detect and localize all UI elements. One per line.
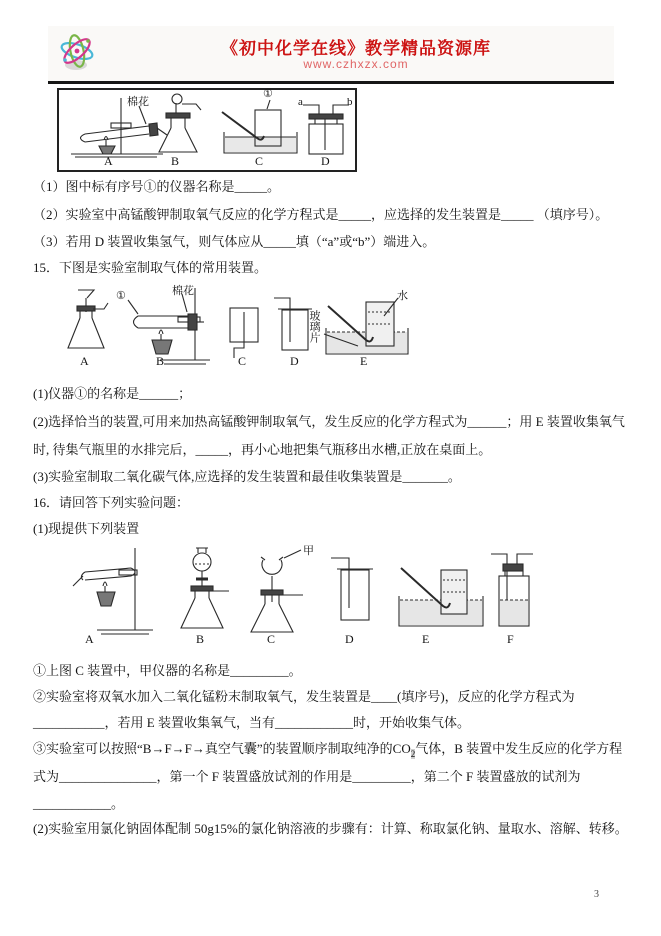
fig1-apparatus-D [303,105,349,154]
fig2-label-C: C [238,354,247,368]
q16-part1-text: ①上图 C 装置中，甲仪器的名称是_________。 [33,663,302,678]
fig1-apparatus-C [222,100,297,153]
fig1-apparatus-B [159,94,201,152]
question16-apparatus-drawing [55,540,535,648]
co2-subscript: 2 [410,748,416,759]
q16-part3-line3-text: ____________。 [33,796,125,811]
site-header-banner [48,26,614,84]
fig2-apparatus-E [324,298,408,354]
site-title: 《初中化学在线》教学精品资源库 [221,39,491,58]
fig2-circled1-label: ① [116,290,126,302]
q15-part3-text: (3)实验室制取二氧化碳气体,应选择的发生装置和最佳收集装置是_______。 [33,469,461,484]
fig3-label-A: A [85,632,94,646]
fig3-apparatus-E [399,568,483,626]
question14-apparatus-figure [57,88,357,172]
q16-part3-line2-text: 式为_______________，第一个 F 装置盛放试剂的作用是_________，第二个 F 装置盛放的试剂为 [33,769,581,784]
fig1-apparatus-A [71,98,167,157]
q16-title-text: 16．请回答下列实验问题： [33,495,190,510]
q16-part4-text: (2)实验室用氯化钠固体配制 50g15%的氯化钠溶液的步骤有：计算、称取氯化钠、量取水、溶解、转移。 [33,821,628,836]
q16-part2-line1-text: ②实验室将双氧水加入二氧化锰粉末制取氧气，发生装置是____(填序号)，反应的化学方程式为 [33,689,575,704]
fig2-glass-slide-label: 玻璃片 [308,310,320,343]
page-number: 3 [594,889,599,900]
fig2-cotton-label: 棉花 [172,285,194,297]
q15-title-text: 15．下图是实验室制取气体的常用装置。 [33,260,268,275]
q16-part2-line2-text: ___________，若用 E 装置收集氧气，当有____________时，开始收集气体。 [33,715,470,730]
fig3-label-D: D [345,632,354,646]
question15-apparatus-figure [60,282,415,374]
fig1-label-C: C [255,154,264,168]
q16-part3-line1-pre: ③实验室可以按照“B→F→F→真空气囊”的装置顺序制取纯净的CO [33,741,411,756]
fig1-port-a-label: a [298,96,303,108]
q15-part2-line2-text: 时, 待集气瓶里的水排完后，_____，再小心地把集气瓶移出水槽,正放在桌面上。 [33,442,492,457]
fig2-water-label: 水 [397,290,408,302]
fig1-cotton-label: 棉花 [127,96,149,108]
fig3-apparatus-F [491,554,533,626]
q16-part3-line1-text [33,738,622,759]
fig3-label-E: E [422,632,430,646]
fig2-apparatus-C [230,308,258,358]
fig3-jia-label: 甲 [303,545,314,557]
atom-molecule-logo [56,29,98,77]
fig1-port-b-label: b [347,96,353,108]
fig2-label-B: B [156,354,165,368]
site-url: www.czhxzx.com [303,57,409,71]
fig3-label-C: C [267,632,276,646]
q14-part2-text: （2）实验室中高锰酸钾制取氧气反应的化学方程式是_____，应选择的发生装置是_____ （填序号）。 [33,207,609,222]
fig2-apparatus-D [274,298,312,350]
question16-apparatus-figure [55,540,535,648]
fig3-apparatus-D [331,558,373,620]
q16-part3-line1-post: 气体，B 装置中发生反应的化学方程 [415,741,623,756]
q14-part1-text: （1）图中标有序号①的仪器名称是_____。 [33,179,281,194]
q14-part3-text: （3）若用 D 装置收集氢气，则气体应从_____填（“a”或“b”）端进入。 [33,234,436,249]
fig3-label-F: F [507,632,514,646]
fig2-label-A: A [80,354,89,368]
fig2-label-E: E [360,354,368,368]
q15-part1-text: (1)仪器①的名称是______； [33,386,192,401]
fig1-label-D: D [321,154,330,168]
fig3-apparatus-C [251,550,303,632]
q16-intro-text: (1)现提供下列装置 [33,521,140,536]
fig2-apparatus-B [128,288,210,364]
fig1-label-A: A [104,154,113,168]
fig1-label-B: B [171,154,180,168]
fig3-apparatus-A [73,548,153,634]
fig1-circled1-label: ① [263,88,273,100]
fig2-apparatus-A [68,290,108,348]
q15-part2-line1-text: (2)选择恰当的装置,可用来加热高锰酸钾制取氧气，发生反应的化学方程式为______；用 E 装置收集氧气 [33,414,625,429]
fig3-apparatus-B [181,548,229,628]
fig2-label-D: D [290,354,299,368]
fig3-label-B: B [196,632,205,646]
